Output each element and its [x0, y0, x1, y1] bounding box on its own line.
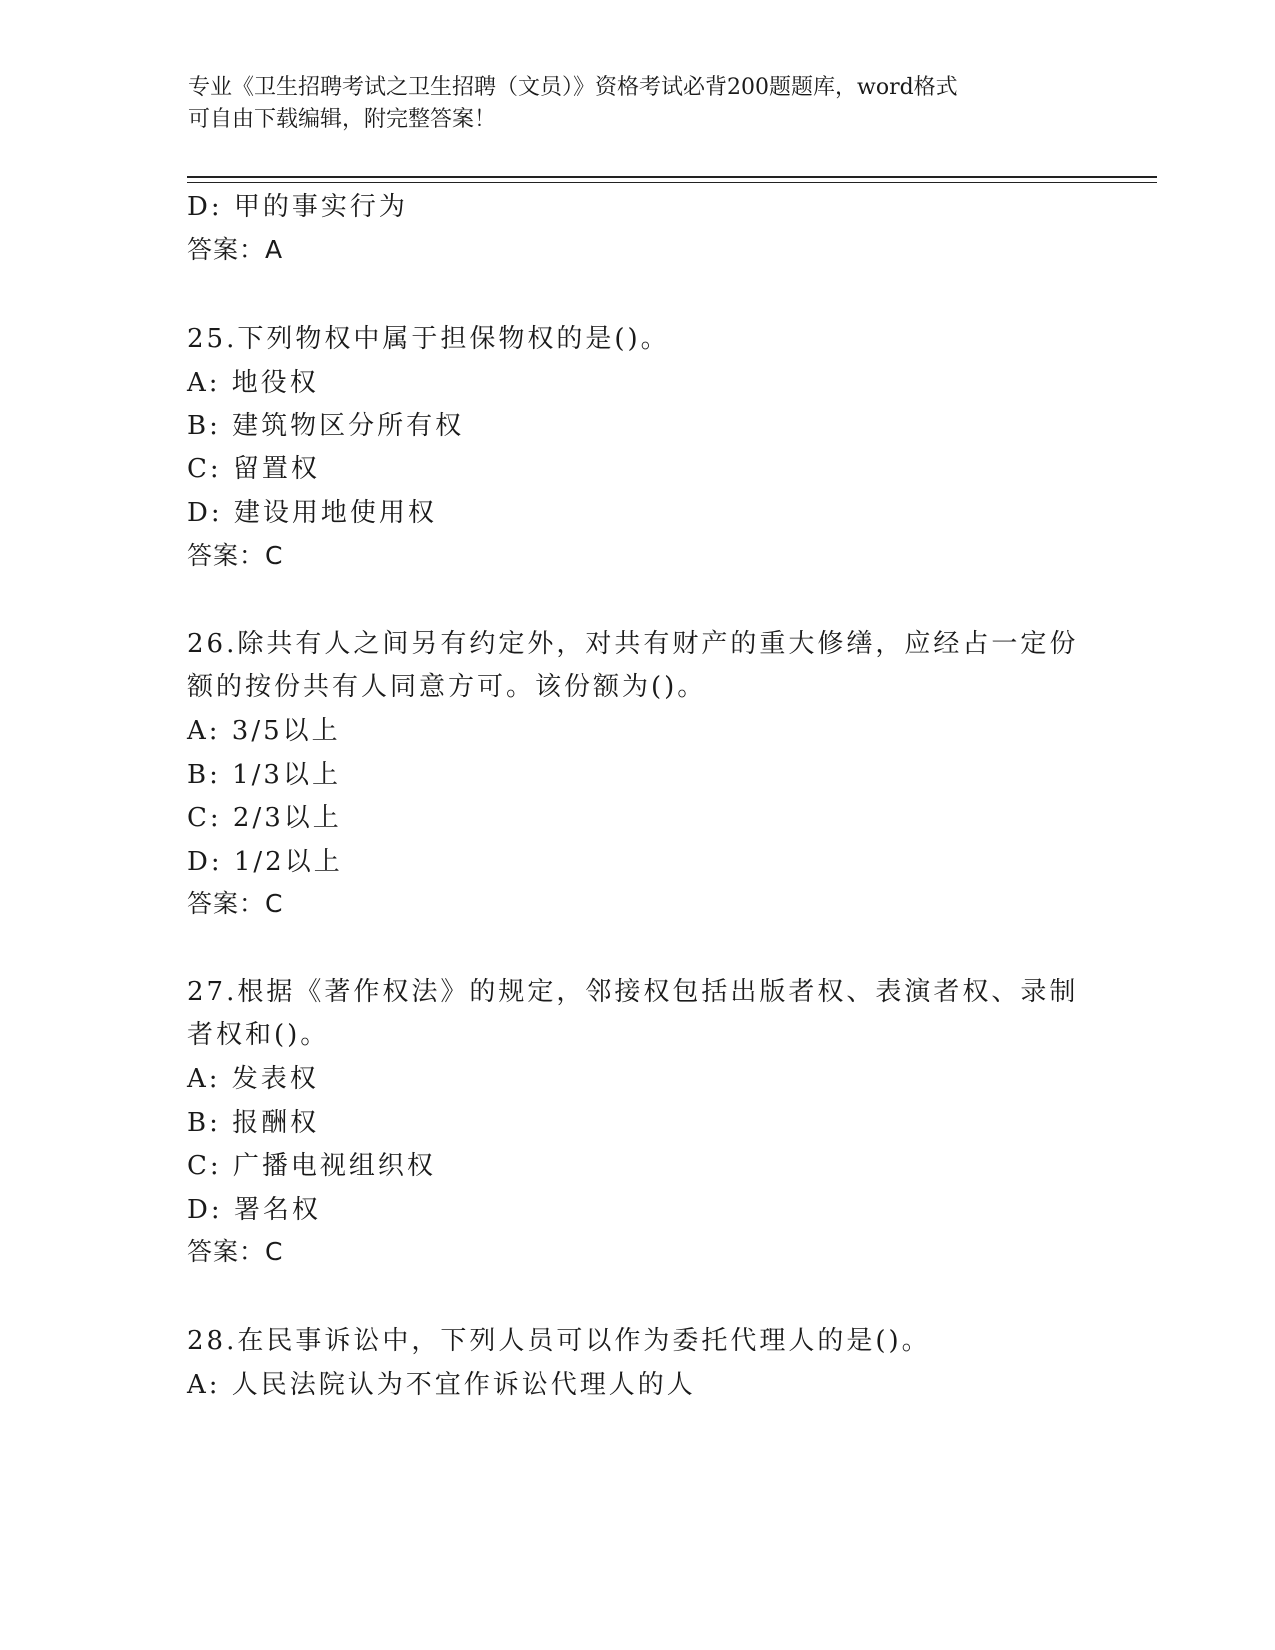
header-line-1: 专业《卫生招聘考试之卫生招聘（文员）》资格考试必背200题题库，word格式	[188, 75, 958, 100]
q25-option-a: A: 地役权	[187, 368, 319, 398]
q28-option-a: A: 人民法院认为不宜作诉讼代理人的人	[187, 1370, 696, 1400]
q25-stem: 25.下列物权中属于担保物权的是()。	[187, 324, 670, 354]
q26-option-c: C: 2/3以上	[187, 803, 342, 833]
q27-option-a: A: 发表权	[187, 1064, 319, 1094]
q26-option-a: A: 3/5以上	[187, 716, 341, 746]
header-divider-thin	[187, 182, 1157, 183]
q28-stem: 28.在民事诉讼中，下列人员可以作为委托代理人的是()。	[187, 1326, 931, 1356]
header-line-2: 可自由下载编辑，附完整答案！	[188, 107, 497, 132]
prev-answer: 答案：A	[187, 235, 284, 264]
q26-option-d: D: 1/2以上	[187, 847, 343, 877]
q25-option-c: C: 留置权	[187, 454, 320, 484]
q27-option-c: C: 广播电视组织权	[187, 1151, 436, 1181]
q25-option-d: D: 建设用地使用权	[187, 498, 437, 528]
q27-option-b: B: 报酬权	[187, 1108, 320, 1138]
q25-answer: 答案：C	[187, 541, 284, 570]
prev-option-d: D: 甲的事实行为	[187, 192, 408, 222]
q27-option-d: D: 署名权	[187, 1195, 321, 1225]
q26-stem-line-1: 26.除共有人之间另有约定外，对共有财产的重大修缮，应经占一定份	[187, 629, 1079, 659]
q27-answer: 答案：C	[187, 1237, 284, 1266]
q25-option-b: B: 建筑物区分所有权	[187, 411, 465, 441]
page-header	[188, 72, 1088, 136]
q26-answer: 答案：C	[187, 889, 284, 918]
q27-stem-line-2: 者权和()。	[187, 1020, 330, 1050]
q27-stem-line-1: 27.根据《著作权法》的规定，邻接权包括出版者权、表演者权、录制	[187, 977, 1079, 1007]
q26-option-b: B: 1/3以上	[187, 760, 341, 790]
q26-stem-line-2: 额的按份共有人同意方可。该份额为()。	[187, 672, 707, 702]
header-divider-thick	[187, 176, 1157, 178]
